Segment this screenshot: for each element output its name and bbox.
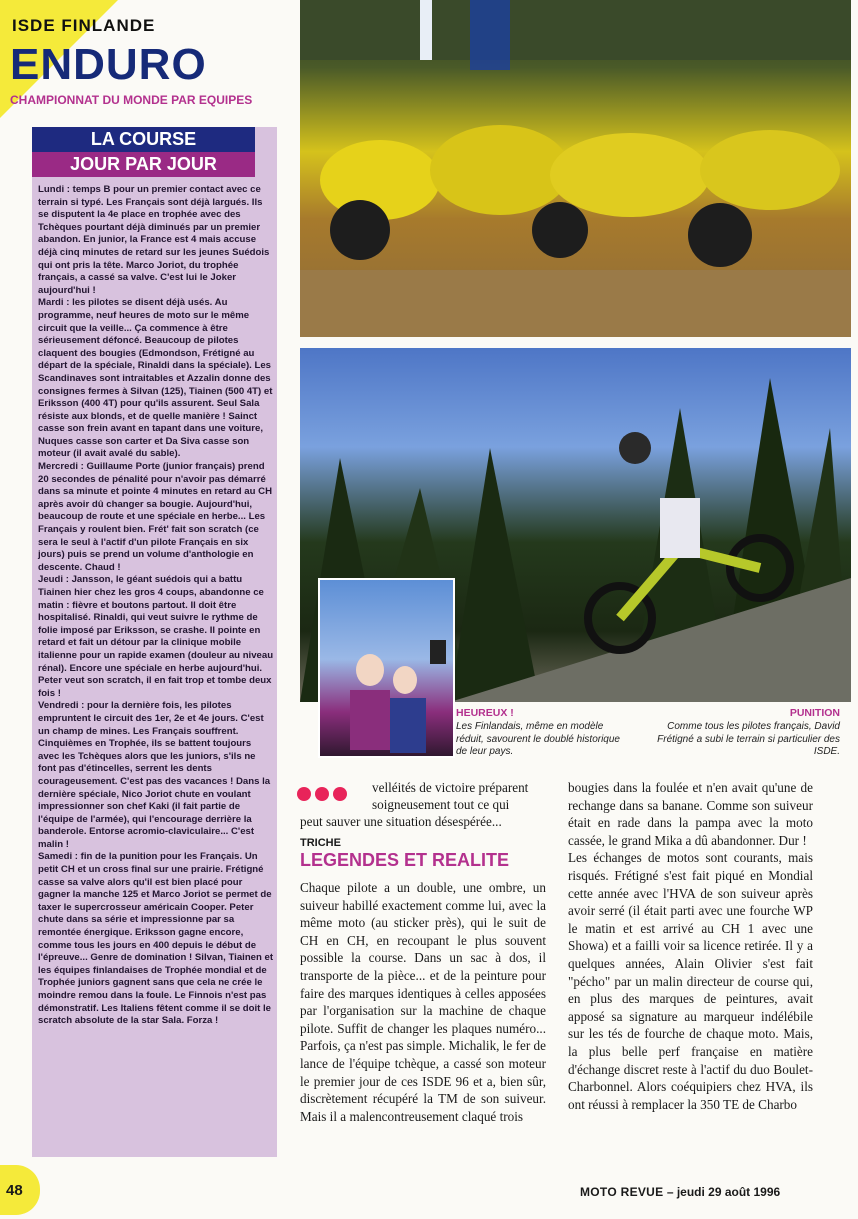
footer-credit bbox=[580, 1185, 780, 1199]
article-column-1 bbox=[300, 879, 546, 1125]
article-column-2-paragraph-1: bougies dans la foulée et n'en avait qu'une de rechange dans sa banane. Comme son suiveur était en rade dans la pampa avec la moto cassée, le grand Mika a dû abandonner. Dur ! bbox=[568, 780, 813, 848]
article-lead-bottom: peut sauver une situation désespérée... bbox=[300, 814, 502, 829]
caption-right-text: Comme tous les pilotes français, David Frétigné a subi le terrain si particulier des ISDE. bbox=[657, 721, 840, 757]
sidebar-paragraph-samedi: Samedi : fin de la punition pour les Français. Un petit CH et un cross final sur une prairie. Frétigné casse sa valve alors qu'il est bien placé pour gagner la manche 125 et Marco Joriot se permet de taxer le supercrosseur américain Cooper. Peter chute dans sa série et impressionne par sa remontée énergique. Eriksson gagne encore, comme tous les jours en 400 depuis le début de l'épreuve... Genre de domination ! Silvan, Tiainen et les équipes finlandaises de Trophée mondial et de Trophée juniors gagnent sans que cela ne crée le moindre remou dans la foule. Le Finnois n'est pas démonstratif. Les Italiens fêtent comme il se doit le scratch absolute de la star Sala. Forza ! bbox=[38, 851, 274, 1027]
photo-fans-inset bbox=[318, 578, 455, 758]
article-section-title: LEGENDES ET REALITE bbox=[300, 850, 510, 870]
sidebar-paragraph-mardi: Mardi : les pilotes se disent déjà usés. Au programme, neuf heures de moto sur le même circuit que la veille... Ça commence à être sérieusement défoncé. Beaucoup de pilotes claquent des bougies (Edmondson, Frétigné au départ de la spéciale, Rinaldi dans la spéciale). Les Scandinaves sont intraitables et Azzalin donne des consignes fermes à Silvan (125), Tiainen (500 4T) et Eriksson (400 4T) pour qu'ils assurent. Seul Sala résiste aux blonds, et de quelle manière ! Sainct casse son frein avant en tapant dans une voiture, Nuques casse son carter et Da Siva casse son moteur (il avait avalé du sable). bbox=[38, 297, 273, 460]
article-column-2-paragraph-2: Les échanges de motos sont courants, mais risqués. Frétigné s'est fait piqué en Mondial cette année avec l'HVA de son suiveur après avoir serré (il était parti avec une fourche WP le matin et est arrivé au CH 1 avec une Showa) et a failli voir sa licence retirée. Il y a quelques années, Alain Olivier s'est fait "pécho" par un malin directeur de course qui, en plus des marques de peintures, avait apposé sa signature au marqueur indélébile sur les tés de fourche de chaque moto. Mais, la plus belle perf française en matière d'échange discret reste à l'actif du duo Boulet-Charbonnel. Alors coéquipiers chez HVA, ils ont réussi à remplacer la 350 TE de Charbo bbox=[568, 850, 813, 1112]
page-title: ENDURO bbox=[10, 40, 207, 89]
dot-icon bbox=[297, 787, 311, 801]
sidebar-paragraph-vendredi: Vendredi : pour la dernière fois, les pilotes empruntent le circuit des 1er, 2e et 4e jours. C'est un champ de mines. Les Français souffrent. Cinquièmes en Trophée, ils se battent toujours avec les Tchèques alors que les juniors, s'ils ne font pas d'étincelles, serrent les dents courageusement. C'est pas des vacances ! Dans la dernière spéciale, Nico Joriot chute en voulant impressionner son chef Kaki (il fait partie de l'équipe de l'armée), qui l'encourage derrière la banderole. Entorse acromio-claviculaire... C'est malin ! bbox=[38, 700, 271, 850]
sidebar-text bbox=[38, 184, 274, 1028]
sidebar-paragraph-jeudi: Jeudi : Jansson, le géant suédois qui a battu Tiainen hier chez les gros 4 coups, abandonne ce matin : fièvre et boutons partout. Il doit être hospitalisé. Rinaldi, qui veut suivre le rythme de folie imposé par Eriksson, se crashe. Il pointe en retard et fait un détour par la clinique mobile italienne pour un rapide examen (douleur au niveau rénal). Encore une spéciale en herbe aujourd'hui. Peter veut son scratch, il en fait trop et tombe deux fois ! bbox=[38, 574, 274, 699]
sidebar-title-line1: LA COURSE bbox=[32, 127, 255, 152]
section-kicker: ISDE FINLANDE bbox=[12, 16, 156, 35]
article-lead-top: velléités de victoire préparent soigneusement tout ce qui bbox=[372, 780, 529, 812]
photo-race-start-art bbox=[300, 0, 851, 337]
sidebar-title-line2: JOUR PAR JOUR bbox=[32, 152, 255, 177]
page-subtitle: CHAMPIONNAT DU MONDE PAR EQUIPES bbox=[10, 93, 253, 107]
article-section-kicker: TRICHE bbox=[300, 837, 341, 849]
sidebar-paragraph-mercredi: Mercredi : Guillaume Porte (junior français) prend 20 secondes de pénalité pour n'avoir pas démarré dans sa minute et pointe 4 minutes en retard au CH après avoir dû changer sa bougie. Aujourd'hui, beaucoup de route et une spéciale en herbe... Les Français y roulent bien. Frét' fait son scratch (ce sera le seul à l'actif d'un pilote Français en six jours) puis se prend un volume d'anthologie en descente. Chaud ! bbox=[38, 461, 273, 573]
caption-left-heading: HEUREUX ! bbox=[456, 707, 514, 719]
sidebar-paragraph-lundi: Lundi : temps B pour un premier contact avec ce terrain si typé. Les Français sont déjà largués. Ils se disputent la 4e place en trophée avec des Tchèques pourtant déjà diminués par un premier abandon. En junior, la France est 4 mais accuse déjà cinq minutes de retard sur les jeunes Suédois qui ont pris la tête. Marco Joriot, du trophée français, a cassé sa valve. C'est lui le Joker aujourd'hui ! bbox=[38, 184, 270, 296]
decorative-dots bbox=[297, 787, 351, 806]
caption-right-heading: PUNITION bbox=[789, 707, 840, 719]
dot-icon bbox=[333, 787, 347, 801]
footer-magazine: MOTO REVUE bbox=[580, 1185, 664, 1199]
page-number: 48 bbox=[6, 1182, 23, 1199]
footer-date: – jeudi 29 août 1996 bbox=[666, 1185, 781, 1199]
article-column-2 bbox=[568, 779, 813, 1113]
photo-race-start bbox=[300, 0, 851, 337]
caption-left-text: Les Finlandais, même en modèle réduit, savourent le doublé historique de leur pays. bbox=[456, 721, 620, 757]
article-column-1-text: Chaque pilote a un double, une ombre, un suiveur habillé exactement comme lui, avec la même moto (au sticker près), qui le suit de CH en CH, en recoupant le plus souvent possible la course. Dans un sac à dos, il transporte de la pièce... et de la peinture pour faire des marques identiques à celles apposées par l'organisation sur la machine de chaque pilote. Suffit de changer les plaques numéro... Parfois, ça n'est pas simple. Michalik, le fer de lance de l'équipe tchèque, a cassé son moteur le premier jour de ces ISDE 96 et a, bien sûr, discrètement récupéré la TM de son suiveur. Mais il a malencontreusement claqué trois bbox=[300, 880, 546, 1124]
dot-icon bbox=[315, 787, 329, 801]
photo-fans-art bbox=[320, 580, 453, 756]
